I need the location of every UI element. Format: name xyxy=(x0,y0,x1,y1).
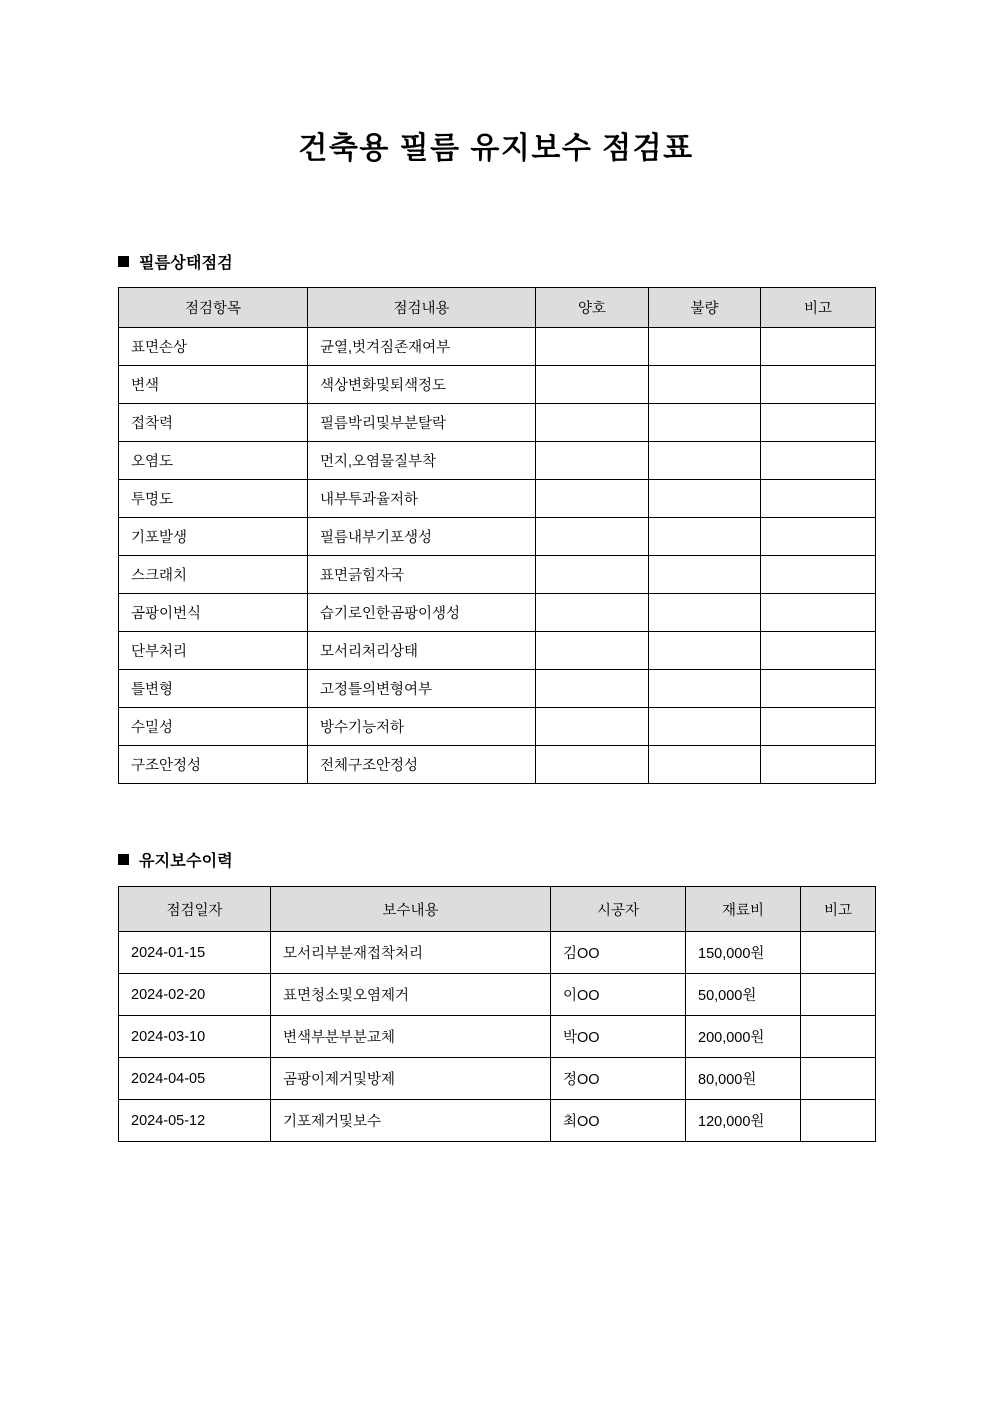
cell-note[interactable] xyxy=(801,1058,876,1100)
cell-inspection-item: 단부처리 xyxy=(119,632,308,670)
table-row xyxy=(119,1058,876,1100)
table-header-row xyxy=(119,288,876,328)
cell-bad-checkbox[interactable] xyxy=(649,670,761,708)
cell-bad-checkbox[interactable] xyxy=(649,366,761,404)
column-header-detail: 점검내용 xyxy=(308,288,536,328)
cell-inspection-detail: 필름내부기포생성 xyxy=(308,518,536,556)
film-condition-table xyxy=(118,287,876,784)
column-header-bad: 불량 xyxy=(649,288,761,328)
section-header-label: 필름상태점검 xyxy=(139,255,233,272)
cell-work-content: 표면청소및오염제거 xyxy=(271,974,551,1016)
cell-good-checkbox[interactable] xyxy=(536,480,649,518)
cell-note[interactable] xyxy=(761,366,876,404)
cell-inspection-date: 2024-01-15 xyxy=(119,932,271,974)
column-header-note: 비고 xyxy=(801,887,876,932)
column-header-good: 양호 xyxy=(536,288,649,328)
table-row xyxy=(119,366,876,404)
cell-inspection-item: 구조안정성 xyxy=(119,746,308,784)
cell-note[interactable] xyxy=(761,442,876,480)
table-row xyxy=(119,1016,876,1058)
table-row xyxy=(119,328,876,366)
cell-material-cost: 120,000원 xyxy=(686,1100,801,1142)
cell-good-checkbox[interactable] xyxy=(536,670,649,708)
cell-bad-checkbox[interactable] xyxy=(649,708,761,746)
column-header-cost: 재료비 xyxy=(686,887,801,932)
cell-good-checkbox[interactable] xyxy=(536,328,649,366)
cell-inspection-detail: 모서리처리상태 xyxy=(308,632,536,670)
cell-inspection-item: 곰팡이번식 xyxy=(119,594,308,632)
cell-worker: 박OO xyxy=(551,1016,686,1058)
cell-inspection-detail: 고정틀의변형여부 xyxy=(308,670,536,708)
cell-inspection-detail: 필름박리및부분탈락 xyxy=(308,404,536,442)
cell-material-cost: 80,000원 xyxy=(686,1058,801,1100)
cell-good-checkbox[interactable] xyxy=(536,366,649,404)
cell-bad-checkbox[interactable] xyxy=(649,404,761,442)
cell-bad-checkbox[interactable] xyxy=(649,556,761,594)
table-row xyxy=(119,594,876,632)
table-row xyxy=(119,708,876,746)
cell-good-checkbox[interactable] xyxy=(536,708,649,746)
cell-inspection-item: 표면손상 xyxy=(119,328,308,366)
cell-note[interactable] xyxy=(801,932,876,974)
cell-worker: 이OO xyxy=(551,974,686,1016)
cell-inspection-detail: 색상변화및퇴색정도 xyxy=(308,366,536,404)
table-row xyxy=(119,556,876,594)
cell-inspection-date: 2024-04-05 xyxy=(119,1058,271,1100)
cell-note[interactable] xyxy=(761,746,876,784)
square-bullet-icon xyxy=(118,854,129,865)
cell-good-checkbox[interactable] xyxy=(536,556,649,594)
cell-work-content: 곰팡이제거및방제 xyxy=(271,1058,551,1100)
cell-inspection-item: 투명도 xyxy=(119,480,308,518)
cell-note[interactable] xyxy=(761,480,876,518)
table-row xyxy=(119,518,876,556)
table-row xyxy=(119,746,876,784)
cell-work-content: 기포제거및보수 xyxy=(271,1100,551,1142)
cell-note[interactable] xyxy=(761,708,876,746)
cell-inspection-item: 기포발생 xyxy=(119,518,308,556)
cell-bad-checkbox[interactable] xyxy=(649,632,761,670)
cell-inspection-item: 수밀성 xyxy=(119,708,308,746)
cell-note[interactable] xyxy=(801,1016,876,1058)
cell-good-checkbox[interactable] xyxy=(536,594,649,632)
cell-note[interactable] xyxy=(761,328,876,366)
cell-note[interactable] xyxy=(761,594,876,632)
cell-bad-checkbox[interactable] xyxy=(649,480,761,518)
cell-good-checkbox[interactable] xyxy=(536,518,649,556)
cell-work-content: 변색부분부분교체 xyxy=(271,1016,551,1058)
cell-bad-checkbox[interactable] xyxy=(649,328,761,366)
section-header-label: 유지보수이력 xyxy=(139,853,233,870)
cell-inspection-date: 2024-02-20 xyxy=(119,974,271,1016)
column-header-worker: 시공자 xyxy=(551,887,686,932)
column-header-date: 점검일자 xyxy=(119,887,271,932)
cell-note[interactable] xyxy=(801,1100,876,1142)
cell-note[interactable] xyxy=(801,974,876,1016)
cell-material-cost: 150,000원 xyxy=(686,932,801,974)
cell-inspection-detail: 방수기능저하 xyxy=(308,708,536,746)
cell-worker: 김OO xyxy=(551,932,686,974)
cell-inspection-detail: 먼지,오염물질부착 xyxy=(308,442,536,480)
cell-inspection-date: 2024-05-12 xyxy=(119,1100,271,1142)
cell-material-cost: 50,000원 xyxy=(686,974,801,1016)
cell-bad-checkbox[interactable] xyxy=(649,442,761,480)
cell-inspection-detail: 내부투과율저하 xyxy=(308,480,536,518)
square-bullet-icon xyxy=(118,256,129,267)
cell-good-checkbox[interactable] xyxy=(536,746,649,784)
cell-note[interactable] xyxy=(761,632,876,670)
cell-inspection-item: 오염도 xyxy=(119,442,308,480)
table-row xyxy=(119,670,876,708)
cell-work-content: 모서리부분재접착처리 xyxy=(271,932,551,974)
cell-inspection-detail: 습기로인한곰팡이생성 xyxy=(308,594,536,632)
page-title: 건축용 필름 유지보수 점검표 xyxy=(298,132,694,165)
cell-inspection-item: 접착력 xyxy=(119,404,308,442)
table-row xyxy=(119,974,876,1016)
cell-worker: 정OO xyxy=(551,1058,686,1100)
table-row xyxy=(119,932,876,974)
cell-note[interactable] xyxy=(761,404,876,442)
cell-inspection-item: 변색 xyxy=(119,366,308,404)
cell-good-checkbox[interactable] xyxy=(536,404,649,442)
cell-note[interactable] xyxy=(761,556,876,594)
cell-worker: 최OO xyxy=(551,1100,686,1142)
maintenance-history-table xyxy=(118,886,876,1142)
table-row xyxy=(119,404,876,442)
table-row xyxy=(119,480,876,518)
cell-note[interactable] xyxy=(761,670,876,708)
cell-inspection-item: 틀변형 xyxy=(119,670,308,708)
column-header-work: 보수내용 xyxy=(271,887,551,932)
table-row xyxy=(119,1100,876,1142)
section-header-maintenance-history xyxy=(118,848,233,871)
cell-note[interactable] xyxy=(761,518,876,556)
section-header-film-condition xyxy=(118,250,233,273)
column-header-item: 점검항목 xyxy=(119,288,308,328)
cell-good-checkbox[interactable] xyxy=(536,632,649,670)
cell-inspection-detail: 표면긁힘자국 xyxy=(308,556,536,594)
table-header-row xyxy=(119,887,876,932)
cell-bad-checkbox[interactable] xyxy=(649,594,761,632)
table-row xyxy=(119,442,876,480)
cell-inspection-item: 스크래치 xyxy=(119,556,308,594)
cell-bad-checkbox[interactable] xyxy=(649,518,761,556)
cell-inspection-date: 2024-03-10 xyxy=(119,1016,271,1058)
column-header-note: 비고 xyxy=(761,288,876,328)
cell-material-cost: 200,000원 xyxy=(686,1016,801,1058)
cell-good-checkbox[interactable] xyxy=(536,442,649,480)
cell-bad-checkbox[interactable] xyxy=(649,746,761,784)
cell-inspection-detail: 전체구조안정성 xyxy=(308,746,536,784)
cell-inspection-detail: 균열,벗겨짐존재여부 xyxy=(308,328,536,366)
table-row xyxy=(119,632,876,670)
